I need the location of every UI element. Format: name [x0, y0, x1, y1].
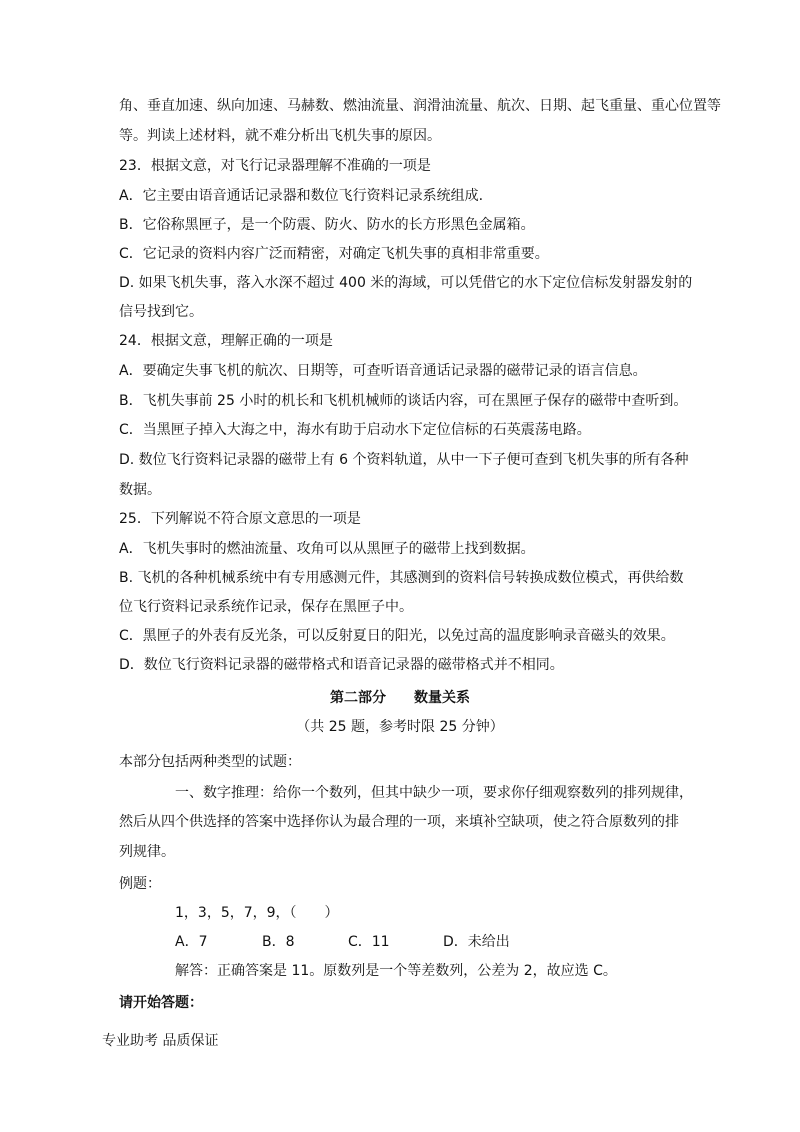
question-25-option-a: A．飞机失事时的燃油流量、攻角可以从黑匣子的磁带上找到数据。: [119, 541, 535, 557]
example-sequence: 1，3，5，7，9，（ ）: [175, 905, 339, 921]
question-23-option-c: C．它记录的资料内容广泛而精密，对确定飞机失事的真相非常重要。: [119, 246, 549, 262]
example-answer: 解答：正确答案是 11。原数列是一个等差数列，公差为 2，故应选 C。: [175, 963, 617, 979]
question-24-option-d-line-1: D. 数位飞行资料记录器的磁带上有 6 个资料轨道，从中一下子便可查到飞机失事的所有各种: [119, 452, 689, 468]
passage-line-2: 等。判读上述材料，就不难分析出飞机失事的原因。: [119, 128, 441, 144]
example-option-d: D．未给出: [443, 934, 510, 950]
example-option-a: A．7: [175, 934, 208, 950]
question-24-option-c: C．当黑匣子掉入大海之中，海水有助于启动水下定位信标的石英震荡电路。: [119, 422, 591, 438]
question-24-option-a: A．要确定失事飞机的航次、日期等，可查听语音通话记录器的磁带记录的语言信息。: [119, 363, 647, 379]
question-25-option-d: D．数位飞行资料记录器的磁带格式和语音记录器的磁带格式并不相同。: [119, 657, 564, 673]
example-option-b: B．8: [262, 934, 295, 950]
question-23-option-a: A．它主要由语音通话记录器和数位飞行资料记录系统组成.: [119, 188, 484, 204]
passage-line-1: 角、垂直加速、纵向加速、马赫数、燃油流量、润滑油流量、航次、日期、起飞重量、重心位置等: [119, 98, 721, 114]
section-title: 第二部分 数量关系: [330, 690, 470, 706]
number-reasoning-line-1: 一、数字推理：给你一个数列，但其中缺少一项，要求你仔细观察数列的排列规律，: [175, 785, 693, 801]
section-intro: 本部分包括两种类型的试题：: [119, 754, 301, 770]
question-23-option-d-line-2: 信号找到它。: [119, 304, 203, 320]
example-option-c: C．11: [348, 934, 390, 950]
question-25-option-b-line-2: 位飞行资料记录系统作记录，保存在黑匣子中。: [119, 599, 413, 615]
number-reasoning-line-3: 列规律。: [119, 844, 175, 860]
question-25-stem: 25．下列解说不符合原文意思的一项是: [119, 511, 361, 527]
question-23-stem: 23．根据文意，对飞行记录器理解不准确的一项是: [119, 158, 431, 174]
start-prompt: 请开始答题：: [119, 995, 203, 1011]
question-25-option-c: C．黑匣子的外表有反光条，可以反射夏日的阳光，以免过高的温度影响录音磁头的效果。: [119, 628, 675, 644]
question-24-stem: 24．根据文意，理解正确的一项是: [119, 333, 333, 349]
page-footer: 专业助考 品质保证: [102, 1033, 219, 1049]
number-reasoning-line-2: 然后从四个供选择的答案中选择你认为最合理的一项，来填补空缺项，使之符合原数列的排: [119, 814, 679, 830]
example-label: 例题：: [119, 876, 161, 892]
question-24-option-d-line-2: 数据。: [119, 482, 161, 498]
question-24-option-b: B．飞机失事前 25 小时的机长和飞机机械师的谈话内容，可在黑匣子保存的磁带中查听到。: [119, 393, 688, 409]
section-subtitle: （共 25 题，参考时限 25 分钟）: [296, 719, 504, 735]
question-23-option-b: B．它俗称黑匣子，是一个防震、防火、防水的长方形黑色金属箱。: [119, 217, 535, 233]
question-25-option-b-line-1: B. 飞机的各种机械系统中有专用感测元件，其感测到的资料信号转换成数位模式，再供给数: [119, 570, 684, 586]
question-23-option-d-line-1: D. 如果飞机失事，落入水深不超过 400 米的海域，可以凭借它的水下定位信标发射器发射的: [119, 275, 693, 291]
